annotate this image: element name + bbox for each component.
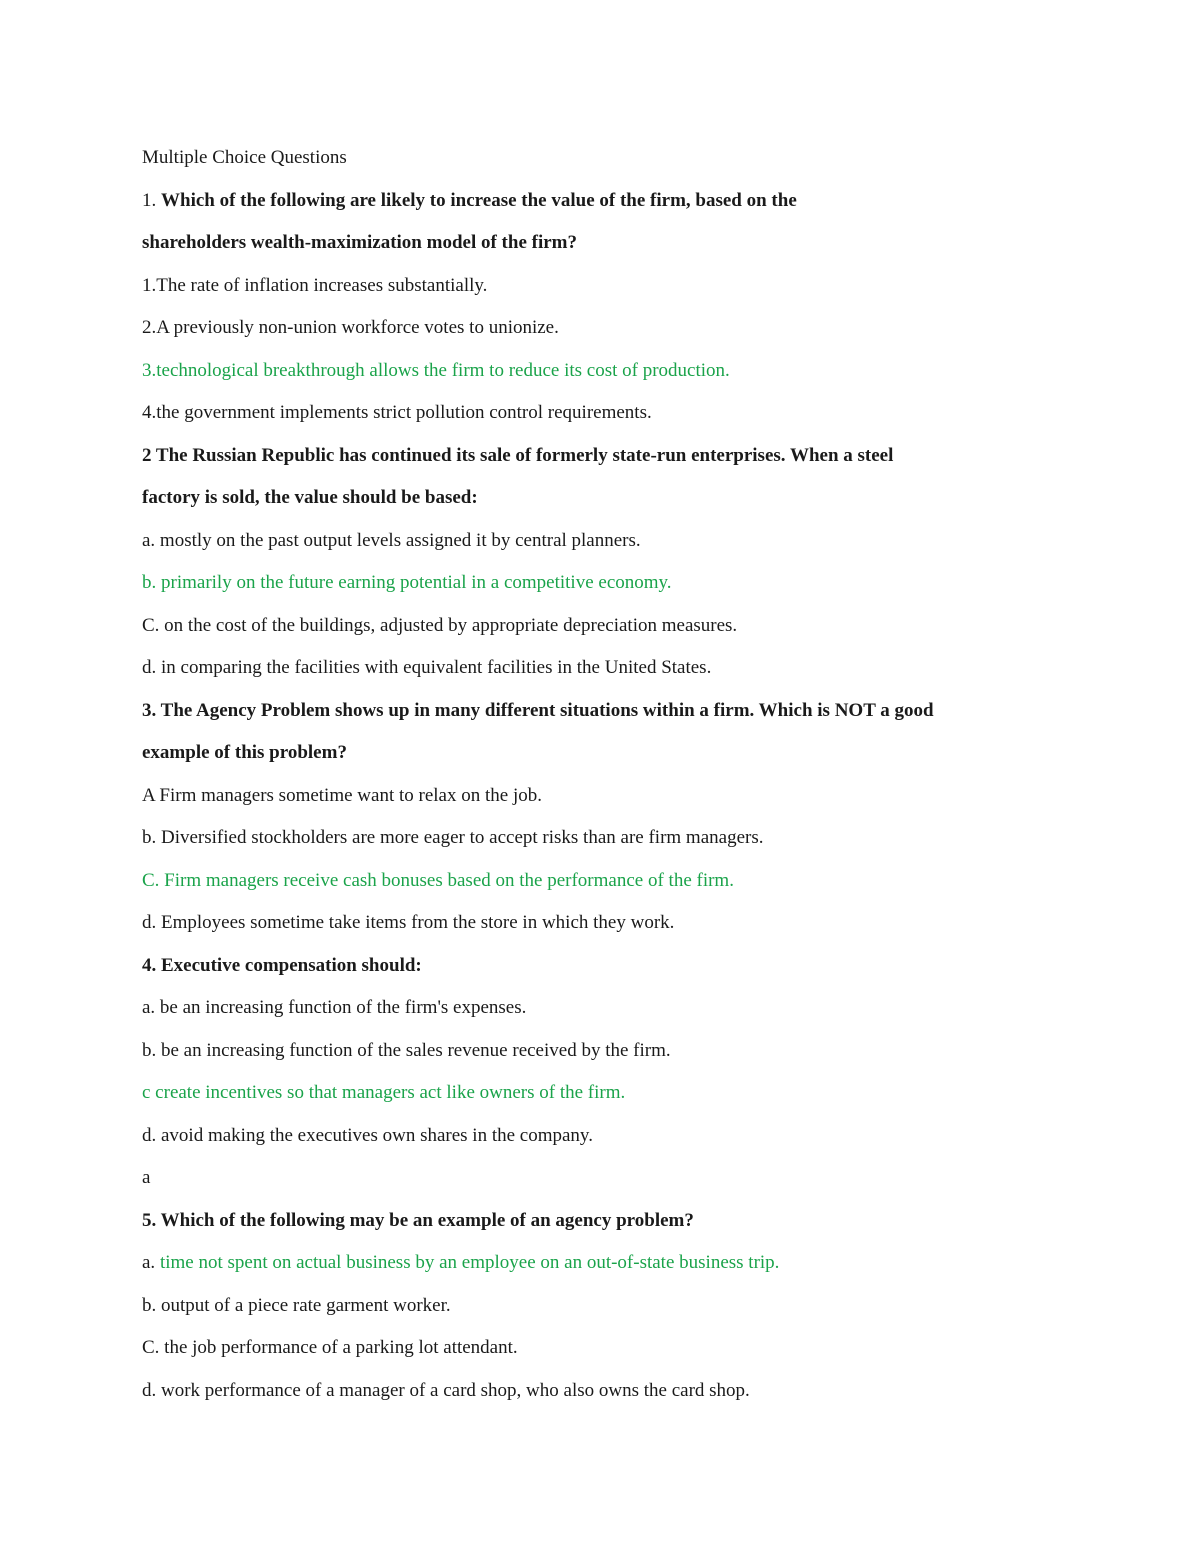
- question-5-option-c: C. the job performance of a parking lot attendant.: [142, 1337, 518, 1358]
- question-2-option-d: d. in comparing the facilities with equivalent facilities in the United States.: [142, 657, 712, 678]
- question-4-option-a: a. be an increasing function of the firm's expenses.: [142, 997, 527, 1018]
- question-3-line-1: 3. The Agency Problem shows up in many different situations within a firm. Which is NOT a good: [142, 699, 934, 721]
- question-4-line-1: 4. Executive compensation should:: [142, 954, 422, 976]
- question-3-option-d: d. Employees sometime take items from the store in which they work.: [142, 912, 675, 933]
- question-3-line-2: example of this problem?: [142, 742, 347, 763]
- question-1-line-2: shareholders wealth-maximization model of the firm?: [142, 232, 578, 253]
- question-2-option-b-correct: b. primarily on the future earning potential in a competitive economy.: [142, 572, 672, 593]
- question-3-option-a: A Firm managers sometime want to relax on the job.: [142, 784, 542, 806]
- document-page: [142, 137, 1082, 1412]
- question-1-option-1: 1.The rate of inflation increases substantially.: [142, 274, 488, 296]
- question-1-text: Which of the following are likely to increase the value of the firm, based on the: [161, 189, 797, 211]
- question-5-option-d: d. work performance of a manager of a card shop, who also owns the card shop.: [142, 1379, 750, 1401]
- question-1-line-1: [142, 180, 1082, 223]
- document-heading: Multiple Choice Questions: [142, 147, 347, 168]
- question-5-option-b: b. output of a piece rate garment worker.: [142, 1294, 451, 1316]
- question-5-line-1: 5. Which of the following may be an example of an agency problem?: [142, 1209, 694, 1231]
- question-3-option-b: b. Diversified stockholders are more eager to accept risks than are firm managers.: [142, 827, 764, 848]
- question-1-number: 1.: [142, 189, 161, 211]
- question-5-option-a-text: time not spent on actual business by an employee on an out-of-state business trip.: [159, 1252, 780, 1273]
- question-2-option-a: a. mostly on the past output levels assigned it by central planners.: [142, 529, 641, 551]
- question-2-option-c: C. on the cost of the buildings, adjusted by appropriate depreciation measures.: [142, 614, 738, 636]
- question-4-option-c-correct: c create incentives so that managers act like owners of the firm.: [142, 1082, 626, 1103]
- question-5-option-a-letter: a.: [142, 1252, 160, 1273]
- question-2-line-1: 2 The Russian Republic has continued its sale of formerly state-run enterprises. When a steel: [142, 444, 894, 466]
- question-4-option-b: b. be an increasing function of the sales revenue received by the firm.: [142, 1039, 671, 1061]
- question-5-option-a-correct: [142, 1242, 1082, 1285]
- question-1-option-4: 4.the government implements strict pollution control requirements.: [142, 402, 652, 423]
- question-4-option-d: d. avoid making the executives own shares in the company.: [142, 1124, 593, 1146]
- question-1-option-3-correct: 3.technological breakthrough allows the firm to reduce its cost of production.: [142, 359, 730, 381]
- question-4-stray-text: a: [142, 1167, 151, 1188]
- question-1-option-2: 2.A previously non-union workforce votes to unionize.: [142, 317, 559, 338]
- question-3-option-c-correct: C. Firm managers receive cash bonuses based on the performance of the firm.: [142, 869, 734, 891]
- question-2-line-2: factory is sold, the value should be based:: [142, 487, 478, 508]
